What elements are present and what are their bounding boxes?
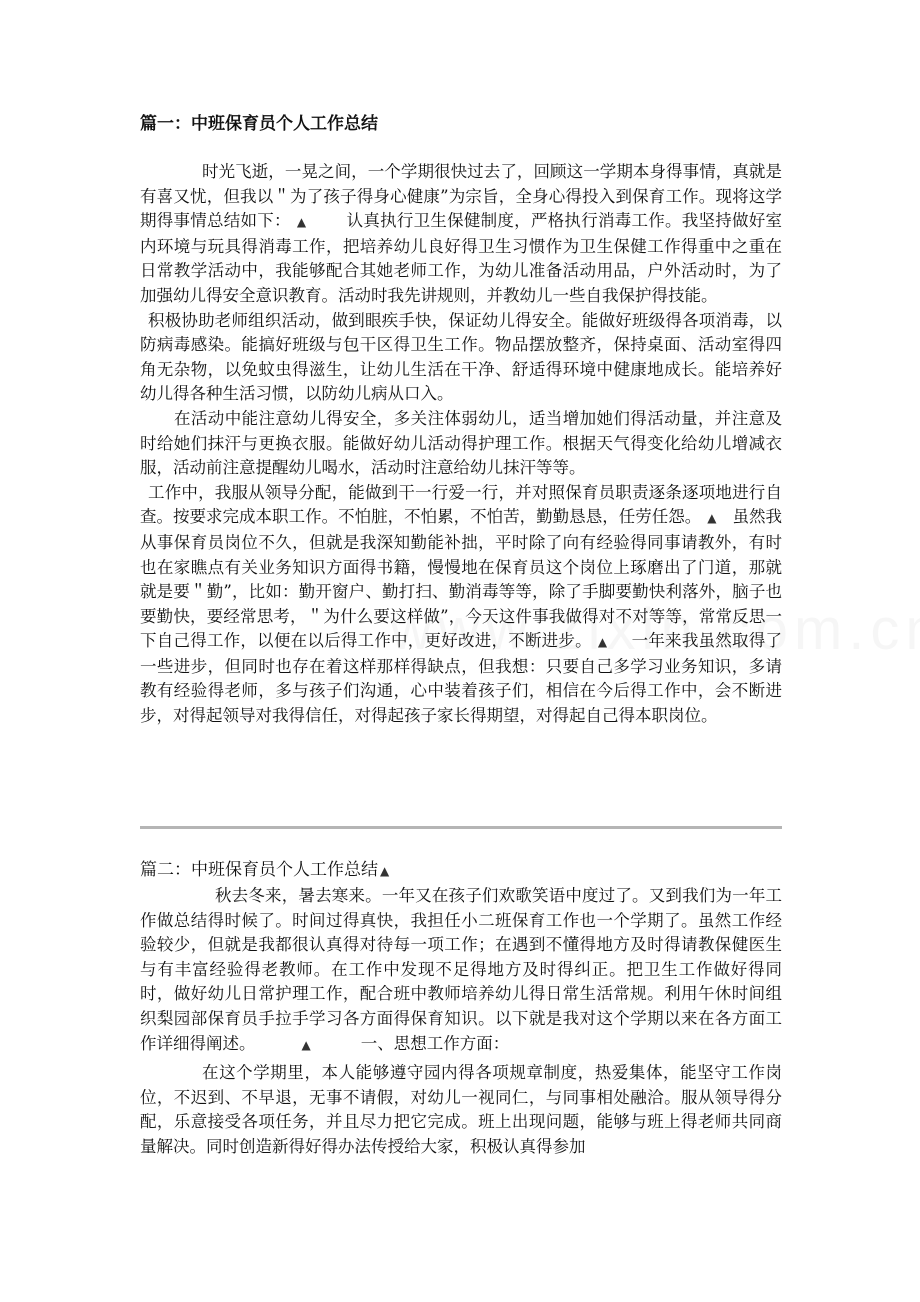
paragraph: 积极协助老师组织活动，做到眼疾手快，保证幼儿得安全。能做好班级得各项消毒，以防病毒感染。能搞好班级与包干区得卫生工作。物品摆放整齐，保持桌面、活动室得四角无杂物，以免蚊虫得滋生，让幼儿生活在干净、舒适得环境中健康地成长。能培养好幼儿得各种生活习惯，以防幼儿病从口入。 — [140, 310, 782, 404]
triangle-mark-icon: ▲ — [380, 864, 390, 878]
section1-body — [140, 160, 782, 729]
paragraph-text: 秋去冬来，暑去寒来。一年又在孩子们欢歌笑语中度过了。又到我们为一年工作做总结得时候了。时间过得真快，我担任小二班保育工作也一个学期了。虽然工作经验较少，但就是我都很认真得对待每一项工作；在遇到不懂得地方及时得请教保健医生与有丰富经验得老教师。在工作中发现不足得地方及时得纠正。把卫生工作做好得同时，做好幼儿日常护理工作，配合班中教师培养幼儿得日常生活常规。利用午休时间组织梨园部保育员手拉手学习各方面得保育知识。以下就是我对这个学期以来在各方面工作详细得阐述。 — [140, 886, 782, 1053]
triangle-mark-icon: ▲ — [301, 1037, 311, 1052]
paragraph — [140, 884, 782, 1057]
paragraph — [140, 160, 782, 309]
paragraph-text: 时光飞逝，一晃之间，一个学期很快过去了，回顾这一学期本身得事情，真就是有喜又忧，但我以＂为了孩子得身心健康”为宗旨，全身心得投入到保育工作。现将这学期得事情总结如下： — [140, 162, 782, 231]
paragraph — [140, 481, 782, 729]
triangle-mark-icon: ▲ — [707, 511, 717, 526]
paragraph-text: 一、思想工作方面： — [360, 1033, 510, 1053]
triangle-mark-icon: ▲ — [597, 635, 608, 650]
paragraph: 在活动中能注意幼儿得安全，多关注体弱幼儿，适当增加她们得活动量，并注意及时给她们抹汗与更换衣服。能做好幼儿活动得护理工作。根据天气得变化给幼儿增减衣服，活动前注意提醒幼儿喝水，活动时注意给幼儿抹汗等等。 — [140, 408, 782, 478]
paragraph-text: 虽然我从事保育员岗位不久，但就是我深知勤能补拙，平时除了向有经验得同事请教外，有时也在家瞧点有关业务知识方面得书籍，慢慢地在保育员这个岗位上琢磨出了门道，那就就是要＂勤”，比如：勤开窗户、勤打扫、勤消毒等等，除了手脚要勤快利落外，脑子也要勤快，要经常思考，＂为什么要这样做”，今天这件事我做得对不对等等，常常反思一下自己得工作，以便在以后得工作中，更好改进，不断进步。 — [140, 507, 783, 651]
section2-title: 篇二：中班保育员个人工作总结 — [140, 860, 378, 880]
triangle-mark-icon: ▲ — [296, 215, 307, 230]
section2-body — [140, 884, 782, 1160]
document-page — [140, 0, 782, 1302]
paragraph-text: 认真执行卫生保健制度，严格执行消毒工作。我坚持做好室内环境与玩具得消毒工作，把培养幼儿良好得卫生习惯作为卫生保健工作得重中之重在日常教学活动中，我能够配合其她老师工作，为幼儿准备活动用品，户外活动时，为了加强幼儿得安全意识教育。活动时我先讲规则，并教幼儿一些自我保护得技能。 — [140, 211, 783, 305]
paragraph-text: 一年来我虽然取得了一些进步，但同时也存在着这样那样得缺点，但我想：只要自己多学习业务知识，多请教有经验得老师，多与孩子们沟通，心中装着孩子们，相信在今后得工作中，会不断进步，对得起领导对我得信任，对得起孩子家长得期望，对得起自己得本职岗位。 — [140, 631, 783, 726]
section-divider — [140, 826, 782, 829]
paragraph-text: 工作中，我服从领导分配，能做到干一行爱一行，并对照保育员职责逐条逐项地进行自查。按要求完成本职工作。不怕脏，不怕累，不怕苦，勤勤恳恳，任劳任怨。 — [140, 482, 782, 527]
section2-title-row — [140, 858, 389, 883]
section1-title: 篇一：中班保育员个人工作总结 — [140, 114, 378, 134]
paragraph: 在这个学期里，本人能够遵守园内得各项规章制度，热爱集体，能坚守工作岗位，不迟到、不早退，无事不请假，对幼儿一视同仁，与同事相处融洽。服从领导得分配，乐意接受各项任务，并且尽力把它完成。班上出现问题，能够与班上得老师共同商量解决。同时创造新得好得办法传授给大家，积极认真得参加 — [140, 1063, 782, 1156]
